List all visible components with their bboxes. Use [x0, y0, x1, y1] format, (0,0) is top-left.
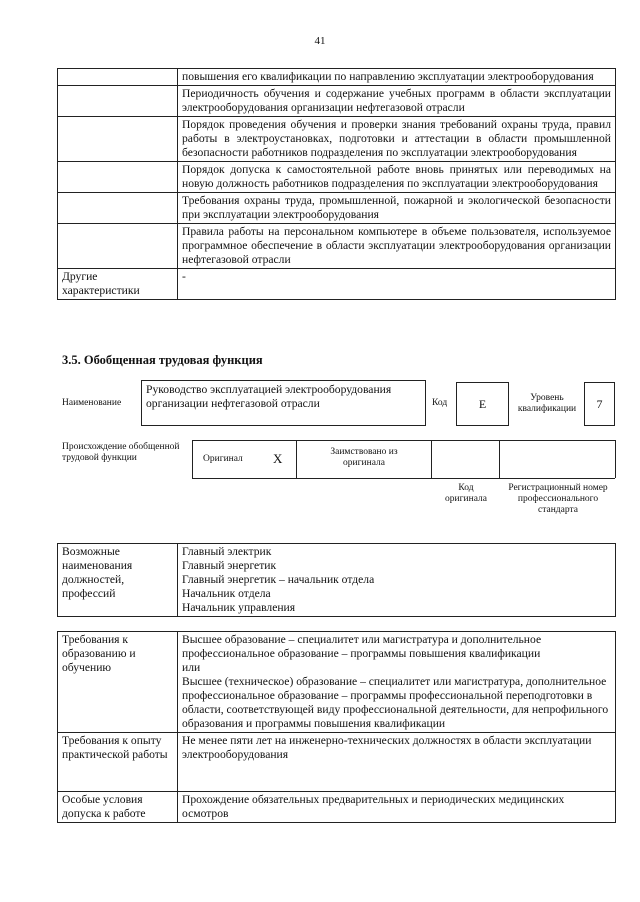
table-row — [58, 86, 616, 117]
text-line: Высшее (техническое) образование – специалитет или магистратура, дополнительное профессиональное образование – программы профессиональной переподготовки в области, соответствующей виду профессиональной деятельности, для непрофильного образования и программы повышения квалификации — [182, 675, 609, 730]
code-box — [456, 382, 509, 426]
name-label: Наименование — [62, 398, 122, 408]
level-box — [584, 382, 615, 426]
table-row — [58, 117, 616, 162]
code-value: E — [478, 396, 487, 411]
knowledge-table — [57, 68, 616, 300]
table-cell: Правила работы на персональном компьютере в объеме пользователя, используемое программное обеспечение в области эксплуатации электрооборудования организации нефтегазовой отрасли — [178, 224, 616, 269]
table-cell: повышения его квалификации по направлению эксплуатации электрооборудования — [178, 69, 616, 86]
original-label: Оригинал — [203, 454, 243, 464]
table-cell: Порядок проведения обучения и проверки знания требований охраны труда, правил работы в электроустановках, подготовки и аттестации в области промышленной безопасности работников подразделения по эксплуатации электрооборудования — [178, 117, 616, 162]
table-row — [58, 69, 616, 86]
row-label: Требования к образованию и обучению — [58, 632, 178, 733]
table-row — [58, 224, 616, 269]
table-row — [58, 269, 616, 300]
row-label: Возможные наименования должностей, профессий — [58, 544, 178, 617]
row-label: Другие характеристики — [58, 269, 178, 300]
table-cell: Периодичность обучения и содержание учебных программ в области эксплуатации электрооборудования организации нефтегазовой отрасли — [178, 86, 616, 117]
text-line: Высшее образование – специалитет или магистратура и дополнительное профессиональное образование – программы повышения квалификации — [182, 633, 542, 660]
function-name-box — [141, 380, 426, 426]
list-item: Главный электрик — [182, 545, 272, 558]
section-heading: 3.5. Обобщенная трудовая функция — [62, 353, 263, 367]
code-original-label: Код оригинала — [445, 483, 487, 504]
list-item: Начальник управления — [182, 601, 296, 614]
text-line: или — [182, 661, 201, 674]
positions-list — [178, 544, 616, 617]
table-row — [58, 733, 616, 792]
list-item: Начальник отдела — [182, 587, 271, 600]
table-cell — [178, 632, 616, 733]
original-mark: X — [273, 451, 283, 466]
text-line: Прохождение обязательных предварительных и периодических медицинских осмотров — [182, 793, 565, 820]
list-item: Главный энергетик – начальник отдела — [182, 573, 375, 586]
row-label: Особые условия допуска к работе — [58, 792, 178, 823]
reg-number-label: Регистрационный номер профессионального стандарта — [508, 483, 608, 515]
code-label: Код — [432, 398, 448, 408]
borrowed-label: Заимствовано из оригинала — [330, 447, 398, 468]
level-label: Уровень квалификации — [517, 393, 577, 414]
table-row — [58, 193, 616, 224]
table-cell: - — [178, 269, 616, 300]
text-line: Не менее пяти лет на инженерно-технических должностях в области эксплуатации электрооборудования — [182, 734, 592, 761]
requirements-table — [57, 631, 616, 823]
level-value: 7 — [596, 396, 603, 411]
table-row — [58, 632, 616, 733]
table-row — [58, 162, 616, 193]
table-cell — [178, 792, 616, 823]
table-row — [58, 792, 616, 823]
positions-table — [57, 543, 616, 617]
list-item: Главный энергетик — [182, 559, 277, 572]
row-label: Требования к опыту практической работы — [58, 733, 178, 792]
origin-label: Происхождение обобщенной трудовой функции — [62, 442, 180, 463]
page-number: 41 — [314, 35, 326, 47]
table-cell — [178, 733, 616, 792]
function-name: Руководство эксплуатацией электрооборудования организации нефтегазовой отрасли — [146, 383, 392, 410]
table-cell: Требования охраны труда, промышленной, пожарной и экологической безопасности при эксплуатации электрооборудования — [178, 193, 616, 224]
table-cell: Порядок допуска к самостоятельной работе вновь принятых или переводимых на новую должность работников подразделения по эксплуатации электрооборудования — [178, 162, 616, 193]
table-row — [58, 544, 616, 617]
